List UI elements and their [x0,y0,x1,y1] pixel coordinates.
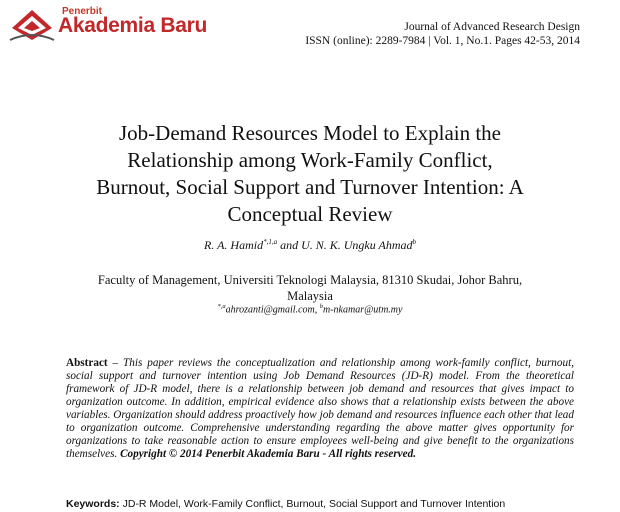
journal-issn: ISSN (online): 2289-7984 | Vol. 1, No.1. Pages 42-53, 2014 [305,35,580,47]
keywords-label: Keywords: [66,498,120,510]
affiliation-line-2: Malaysia [287,289,333,303]
author-2-affil-marker: b [412,238,417,246]
affiliation-line-1: Faculty of Management, Universiti Teknologi Malaysia, 81310 Skudai, Johor Bahru, [97,273,523,287]
journal-name: Journal of Advanced Research Design [404,21,580,33]
akademia-baru-logo-icon [8,6,56,44]
title-line: Conceptual Review [227,202,393,226]
email-a-marker: *,a [217,303,226,310]
title-line: Burnout, Social Support and Turnover Intention: A [96,175,524,199]
publisher-brand-name: Akademia Baru [58,14,207,37]
paper-title [30,120,590,228]
author-list [0,238,620,253]
abstract [66,357,574,461]
email-b[interactable]: m-nkamar@utm.my [323,304,403,316]
journal-header [305,20,580,48]
copyright-notice: Copyright © 2014 Penerbit Akademia Baru - All rights reserved. [120,448,416,460]
affiliation [40,272,580,304]
keywords [66,498,586,510]
publisher-logo [8,6,207,46]
email-a[interactable]: ahrozanti@gmail.com, [225,304,320,316]
abstract-label: Abstract [66,357,108,369]
title-line: Relationship among Work-Family Conflict, [127,148,493,172]
title-line: Job-Demand Resources Model to Explain the [119,121,501,145]
publisher-penerbit-label: Penerbit [62,6,103,17]
author-1: R. A. Hamid [203,238,264,252]
keywords-text: JD-R Model, Work-Family Conflict, Burnout, Social Support and Turnover Intention [119,498,506,510]
abstract-body: – This paper reviews the conceptualization and relationship among work-family conflict, burnout, social support and turnover intention using Job Demand Resources (JD-R) model. From the theoretical framework of JD-R model, there is a relationship between job demand and resources that gives impact to organization outcome. In addition, empirical evidence also shows that a relationship exists between the above variables. Organization should address proactively how job demand and resources influence each other that lead to organization outcome. Comprehensive understanding regarding the above matter gives opportunity for organizations to take reasonable action to ensure employees well-being and give benefit to the organizations themselves. [66,357,574,460]
author-connector: and [277,238,302,252]
author-emails [0,303,620,315]
author-2: U. N. K. Ungku Ahmad [301,238,413,252]
author-1-affil-marker: *,1,a [263,238,278,246]
email-b-marker: b [319,303,323,310]
